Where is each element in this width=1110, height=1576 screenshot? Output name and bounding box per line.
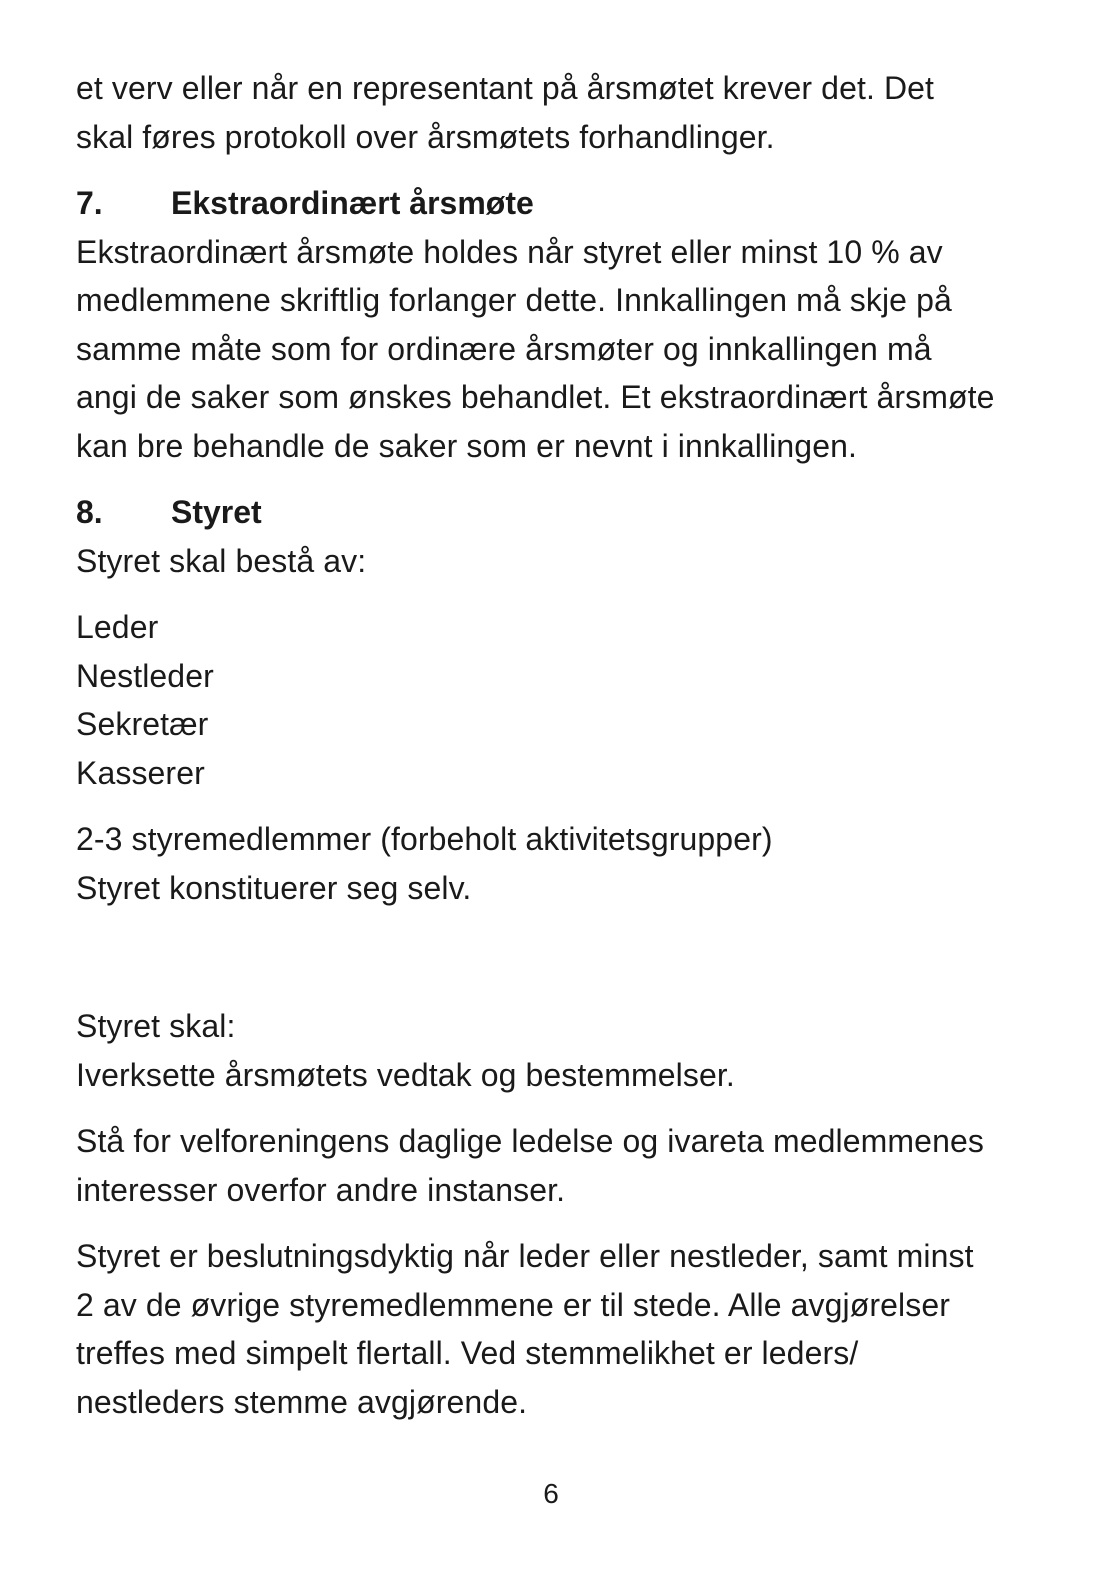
board-composition-intro: Styret skal bestå av: <box>76 542 367 579</box>
document-page <box>76 64 1056 1426</box>
section-number: 8. <box>76 494 103 530</box>
text-line: medlemmene skriftlig forlanger dette. Innkallingen må skje på <box>76 282 952 318</box>
list-item: Nestleder <box>76 657 214 694</box>
text-line: Styret er beslutningsdyktig når leder eller nestleder, samt minst <box>76 1238 974 1274</box>
section-7-paragraph <box>76 228 1056 471</box>
text-line: skal føres protokoll over årsmøtets forhandlinger. <box>76 118 775 155</box>
section-7-heading <box>76 179 1056 228</box>
text-line: samme måte som for ordinære årsmøter og innkallingen må <box>76 330 932 367</box>
section-number: 7. <box>76 185 103 221</box>
section-title: Styret <box>171 494 262 530</box>
text-line: 2-3 styremedlemmer (forbeholt aktivitetsgrupper) <box>76 821 773 857</box>
text-line: angi de saker som ønskes behandlet. Et ekstraordinært årsmøte <box>76 379 995 415</box>
text-line: interesser overfor andre instanser. <box>76 1171 566 1208</box>
list-item: Sekretær <box>76 706 209 742</box>
page-number: 6 <box>543 1478 559 1509</box>
text-line: Styret konstituerer seg selv. <box>76 869 472 906</box>
text-line: kan bre behandle de saker som er nevnt i innkallingen. <box>76 427 857 464</box>
text-line: 2 av de øvrige styremedlemmene er til stede. Alle avgjørelser <box>76 1286 951 1323</box>
text-line: nestleders stemme avgjørende. <box>76 1383 528 1420</box>
text-line: Iverksette årsmøtets vedtak og bestemmelser. <box>76 1056 735 1093</box>
text-line: Stå for velforeningens daglige ledelse og ivareta medlemmenes <box>76 1123 984 1159</box>
board-roles-list <box>76 603 1056 797</box>
board-members-paragraph <box>76 815 1056 912</box>
text-line: Ekstraordinært årsmøte holdes når styret eller minst 10 % av <box>76 233 943 270</box>
board-duties-paragraph <box>76 1002 1056 1099</box>
text-line: treffes med simpelt flertall. Ved stemmelikhet er leders/ <box>76 1335 859 1371</box>
section-8-heading <box>76 488 1056 537</box>
board-management-paragraph <box>76 1117 1056 1214</box>
intro-paragraph <box>76 64 1056 161</box>
section-title: Ekstraordinært årsmøte <box>171 185 534 221</box>
list-item: Kasserer <box>76 754 205 791</box>
list-item: Leder <box>76 609 159 645</box>
text-line: Styret skal: <box>76 1008 236 1044</box>
text-line: et verv eller når en representant på årsmøtet krever det. Det <box>76 70 935 106</box>
board-quorum-paragraph <box>76 1232 1056 1426</box>
